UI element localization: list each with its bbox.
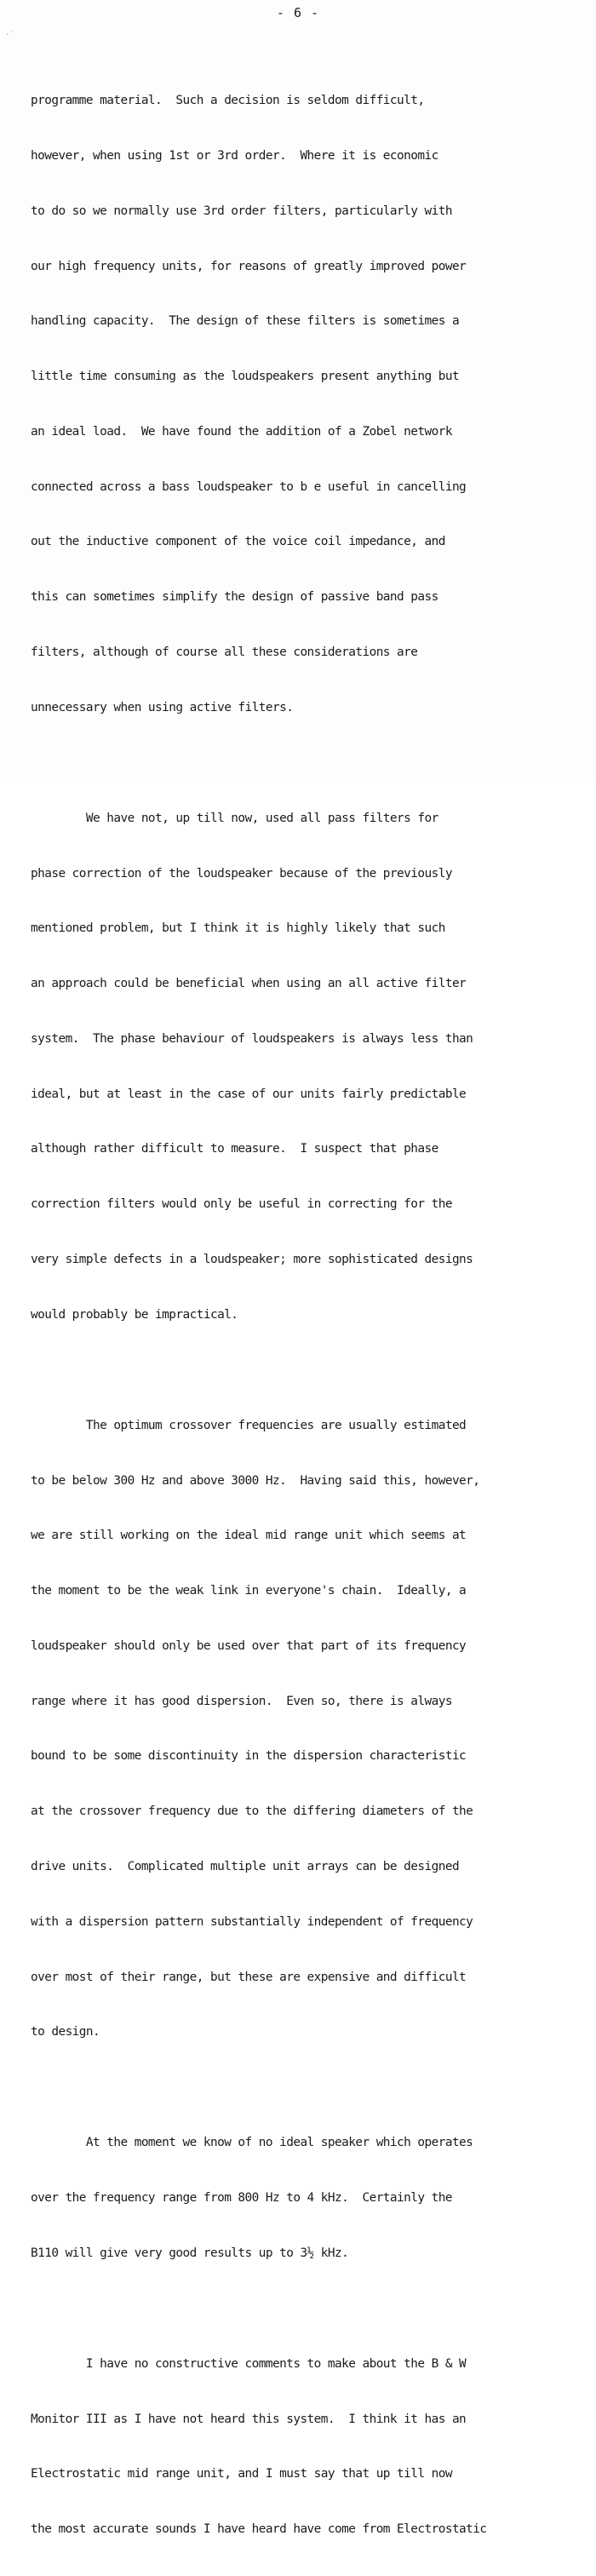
text-line: over the frequency range from 800 Hz to 4 kHz. Certainly the [31, 2191, 452, 2206]
text-line: the moment to be the weak link in everyone's chain. Ideally, a [31, 1584, 467, 1598]
text-line: we are still working on the ideal mid range unit which seems at [31, 1529, 467, 1543]
text-line: although rather difficult to measure. I suspect that phase [31, 1142, 438, 1156]
text-line: over most of their range, but these are expensive and difficult [31, 1970, 467, 1984]
text-line: The optimum crossover frequencies are usually estimated [31, 1418, 467, 1432]
text-line: to design. [31, 2025, 100, 2040]
paragraph-4 [31, 2097, 576, 2300]
text-line: would probably be impractical. [31, 1307, 238, 1322]
text-line: system. The phase behaviour of loudspeakers is always less than [31, 1031, 473, 1046]
text-line: out the inductive component of the voice coil impedance, and [31, 535, 445, 549]
text-line: programme material. Such a decision is seldom difficult, [31, 94, 425, 108]
text-line: correction filters would only be useful in correcting for the [31, 1197, 452, 1212]
text-line: Electrostatic mid range unit, and I must say that up till now [31, 2467, 452, 2481]
text-line: ideal, but at least in the case of our units fairly predictable [31, 1087, 467, 1101]
paragraph-5 [31, 2319, 576, 2576]
text-line: connected across a bass loudspeaker to b e useful in cancelling [31, 479, 467, 494]
text-line: filters, although of course all these considerations are [31, 645, 418, 659]
text-line: to be below 300 Hz and above 3000 Hz. Having said this, however, [31, 1473, 480, 1488]
text-line: We have not, up till now, used all pass filters for [31, 811, 438, 825]
text-line: this can sometimes simplify the design of passive band pass [31, 590, 438, 605]
text-line: I have no constructive comments to make about the B & W [31, 2356, 467, 2371]
text-line: phase correction of the loudspeaker because of the previously [31, 866, 452, 881]
text-line: an approach could be beneficial when using an all active filter [31, 977, 467, 991]
text-line: range where it has good dispersion. Even so, there is always [31, 1694, 452, 1708]
text-line: little time consuming as the loudspeakers present anything but [31, 370, 460, 384]
body-text [31, 55, 576, 2576]
text-line: Monitor III as I have not heard this system. I think it has an [31, 2412, 467, 2426]
text-line: drive units. Complicated multiple unit arrays can be designed [31, 1860, 460, 1873]
text-line: at the crossover frequency due to the differing diameters of the [31, 1804, 473, 1819]
text-line: unnecessary when using active filters. [31, 700, 294, 714]
text-line: loudspeaker should only be used over that part of its frequency [31, 1638, 467, 1653]
text-line: bound to be some discontinuity in the dispersion characteristic [31, 1749, 467, 1764]
paragraph-2 [31, 773, 576, 1362]
text-line: to do so we normally use 3rd order filters, particularly with [31, 204, 452, 218]
paragraph-1 [31, 55, 576, 754]
text-line: B110 will give very good results up to 3½ kHz. [31, 2246, 349, 2260]
text-line: mentioned problem, but I think it is highly likely that such [31, 921, 445, 936]
text-line: our high frequency units, for reasons of greatly improved power [31, 259, 467, 273]
paragraph-3 [31, 1380, 576, 2080]
text-line: handling capacity. The design of these filters is sometimes a [31, 314, 460, 329]
text-line: an ideal load. We have found the addition of a Zobel network [31, 424, 452, 439]
text-line: very simple defects in a loudspeaker; more sophisticated designs [31, 1253, 473, 1266]
text-line: with a dispersion pattern substantially independent of frequency [31, 1914, 473, 1929]
text-line: At the moment we know of no ideal speaker which operates [31, 2136, 473, 2150]
text-line: the most accurate sounds I have heard have come from Electrostatic [31, 2522, 487, 2537]
page-number: - 6 - [276, 5, 320, 20]
text-line: however, when using 1st or 3rd order. Where it is economic [31, 148, 438, 163]
scan-speck: ·˙ [5, 31, 14, 39]
